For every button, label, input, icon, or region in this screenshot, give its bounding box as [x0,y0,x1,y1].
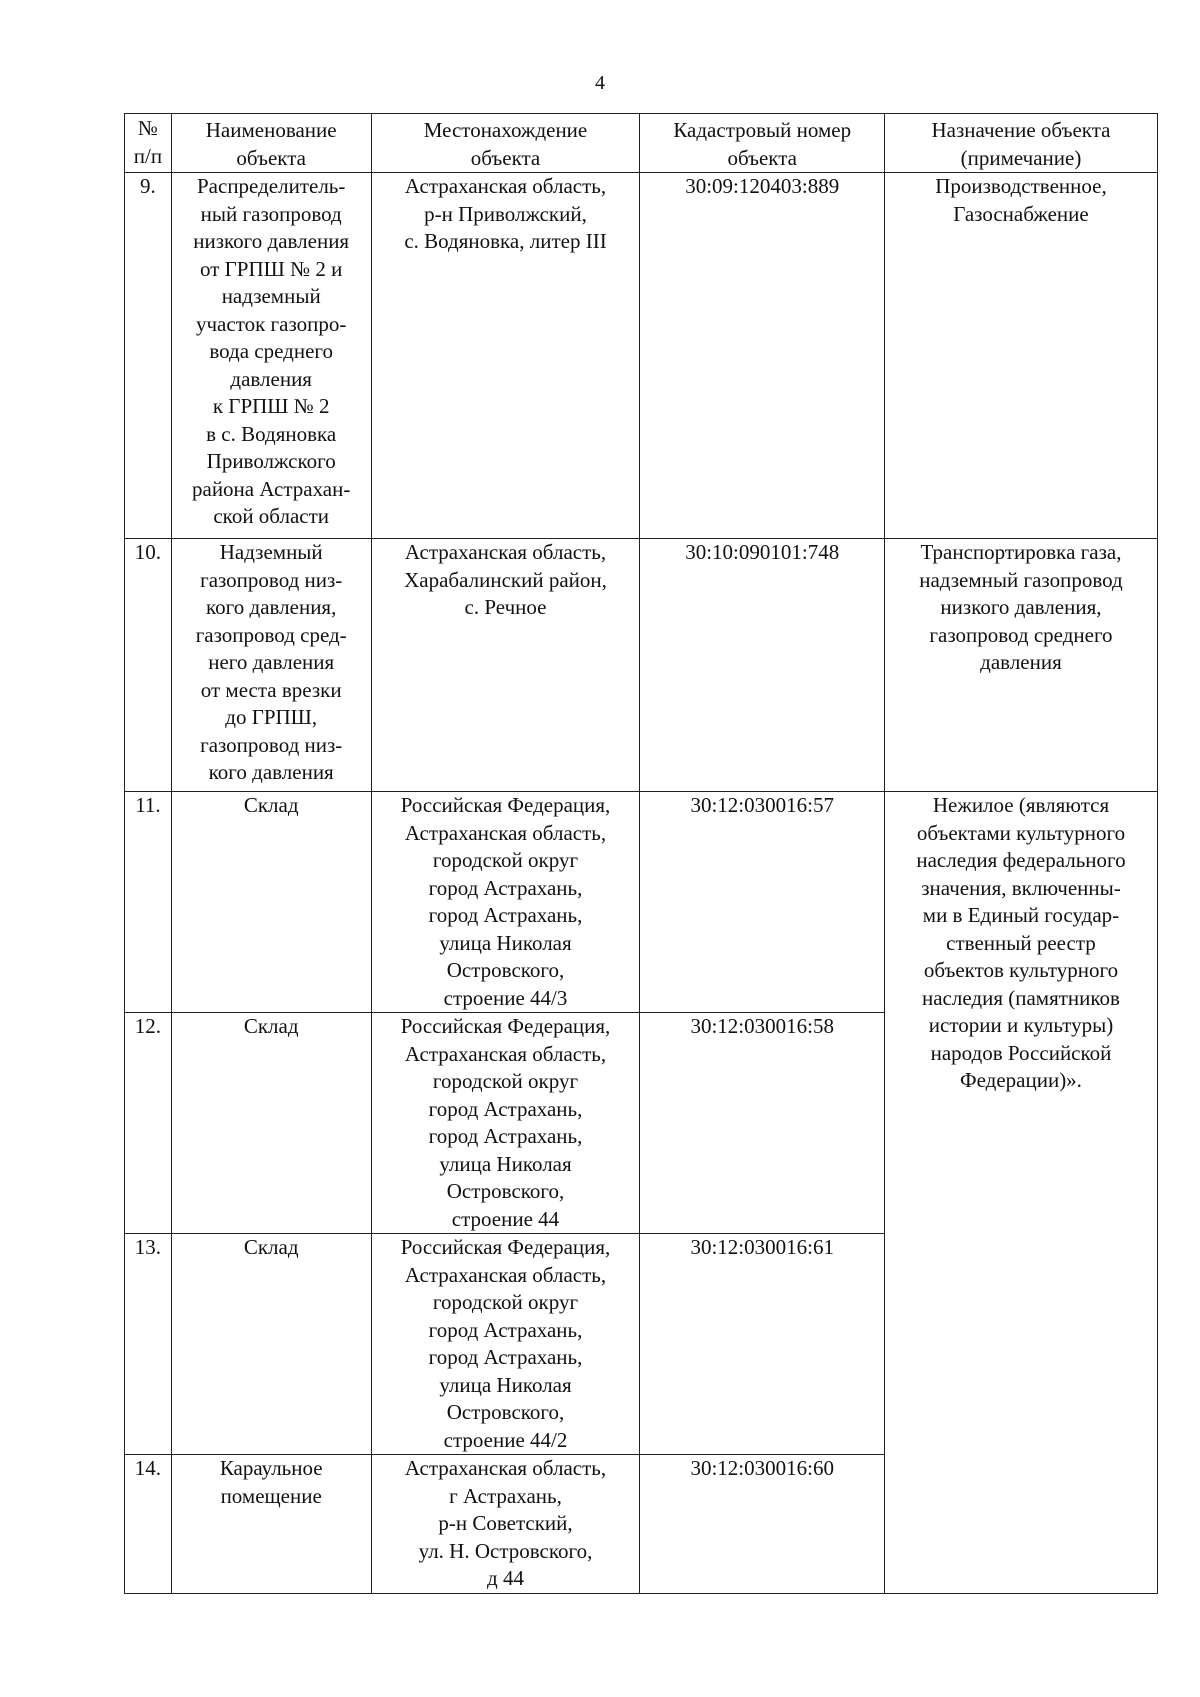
row-number: 11. [125,792,172,1013]
table-row [125,173,1158,539]
row-number: 12. [125,1013,172,1234]
object-location: Астраханская область, р-н Приволжский, с. Водяновка, литер III [371,173,640,539]
header-location: Местонахождение объекта [371,114,640,173]
row-number: 13. [125,1234,172,1455]
object-name: Надземный газопровод низ- кого давления, газопровод сред- него давления от места врезки до ГРПШ, газопровод низ- кого давления [171,539,371,792]
row-number: 10. [125,539,172,792]
table-row [125,792,1158,1013]
object-location: Российская Федерация, Астраханская область, городской округ город Астрахань, город Астрахань, улица Николая Островского, строение 44 [371,1013,640,1234]
property-registry-table [124,113,1158,1594]
shared-object-purpose: Нежилое (являются объектами культурного наследия федерального значения, включенны- ми в Единый государ- ственный реестр объектов культурного наследия (памятников истории и культуры) народов Российской Федерации)». [884,792,1157,1594]
page-number: 4 [595,72,605,94]
object-name: Склад [171,792,371,1013]
cadastral-number: 30:12:030016:61 [640,1234,884,1455]
cadastral-number: 30:12:030016:57 [640,792,884,1013]
row-number: 9. [125,173,172,539]
object-location: Российская Федерация, Астраханская область, городской округ город Астрахань, город Астрахань, улица Николая Островского, строение 44/2 [371,1234,640,1455]
cadastral-number: 30:10:090101:748 [640,539,884,792]
table-header-row [125,114,1158,173]
header-number: № п/п [125,114,172,173]
cadastral-number: 30:12:030016:60 [640,1455,884,1594]
header-name: Наименование объекта [171,114,371,173]
object-name: Склад [171,1234,371,1455]
cadastral-number: 30:12:030016:58 [640,1013,884,1234]
object-purpose: Транспортировка газа, надземный газопровод низкого давления, газопровод среднего давления [884,539,1157,792]
object-name: Склад [171,1013,371,1234]
header-purpose: Назначение объекта (примечание) [884,114,1157,173]
object-location: Астраханская область, г Астрахань, р-н Советский, ул. Н. Островского, д 44 [371,1455,640,1594]
cadastral-number: 30:09:120403:889 [640,173,884,539]
object-name: Караульное помещение [171,1455,371,1594]
object-location: Российская Федерация, Астраханская область, городской округ город Астрахань, город Астрахань, улица Николая Островского, строение 44/3 [371,792,640,1013]
object-name: Распределитель- ный газопровод низкого давления от ГРПШ № 2 и надземный участок газопро- вода среднего давления к ГРПШ № 2 в с. Водяновка Приволжского района Астрахан- ской области [171,173,371,539]
object-purpose: Производственное, Газоснабжение [884,173,1157,539]
table-row [125,539,1158,792]
object-location: Астраханская область, Харабалинский район, с. Речное [371,539,640,792]
row-number: 14. [125,1455,172,1594]
header-cadastral: Кадастровый номер объекта [640,114,884,173]
